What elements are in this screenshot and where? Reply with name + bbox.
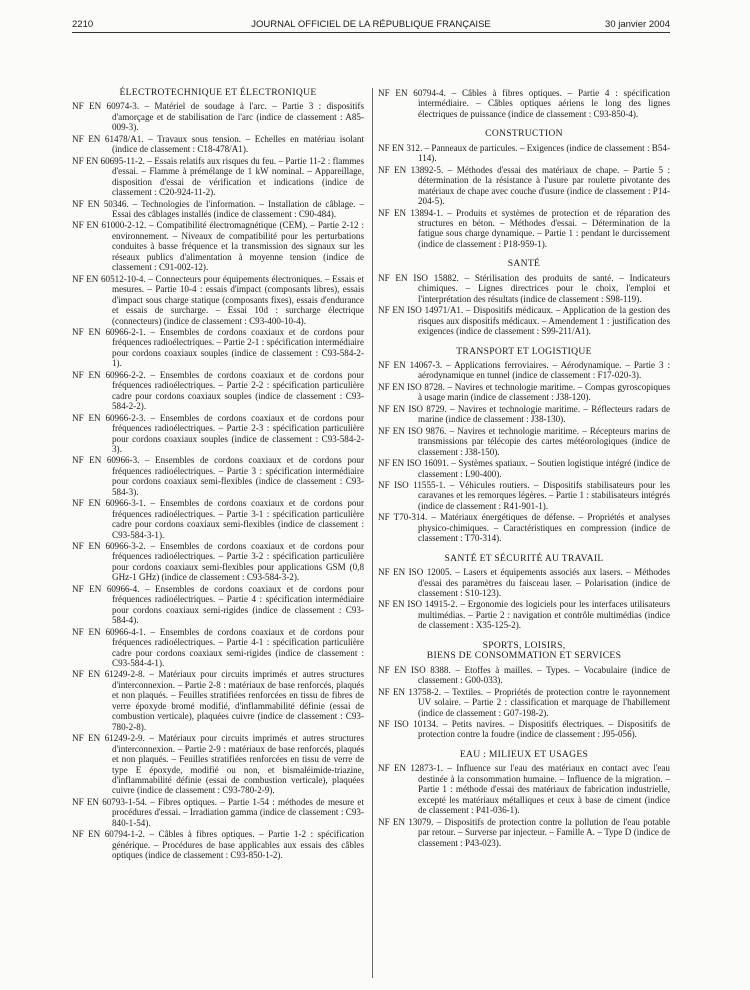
standard-description: – Navires et technologie maritime. – Compas gyroscopiques à usage marin (indice de classement : J38-120). <box>418 381 670 403</box>
standard-description: – Applications ferroviaires. – Aérodynamique. – Partie 3 : aérodynamique en tunnel (indice de classement : F17-020-3). <box>418 359 670 381</box>
standard-entry <box>72 733 364 796</box>
standard-description: – Compatibilité électromagnétique (CEM). – Partie 2-12 : environnement. – Niveaux de compatibilité pour les perturbations conduites à basse fréquence et la transmission des signaux sur les réseaux publics d'alimentation à moyenne tension (indice de classement : C91-002-12). <box>112 220 364 273</box>
standard-reference: NF EN 13892-5. <box>378 164 444 175</box>
standard-description: – Technologies de l'information. – Installation de câblage. – Essai des câblages installés (indice de classement : C90-484). <box>112 198 364 219</box>
standard-reference: NF ISO 11555-1. <box>378 479 446 490</box>
standard-reference: NF EN 60794-4. <box>378 88 446 98</box>
standard-entry <box>378 143 670 164</box>
standard-description: – Ensembles de cordons coaxiaux et de cordons pour fréquences radioélectriques. – Partie 4-1 : spécification particulière cadre pour cordons coaxiaux semi-rigides (indice de classement : C93-584-4-1). <box>112 626 365 669</box>
standard-reference: NF EN 60793-1-54. <box>72 796 147 807</box>
standard-reference: NF ISO 10134. <box>378 719 439 730</box>
standard-entry <box>378 719 670 740</box>
standard-reference: NF EN 50346. <box>72 198 129 209</box>
standard-entry <box>378 817 670 848</box>
standard-entry <box>72 134 364 155</box>
standard-entry <box>72 327 364 369</box>
standard-reference: NF EN 60512-10-4. <box>72 273 146 284</box>
standard-reference: NF EN ISO 8388. <box>378 664 451 675</box>
standard-entry <box>378 665 670 686</box>
header-rule <box>72 32 670 33</box>
standard-description: – Ergonomie des logiciels pour les interfaces utilisateurs multimédias. – Partie 2 : navigation et contrôle multimédias (indice de classement : X35-125-2). <box>418 599 670 631</box>
standard-description: – Ensembles de cordons coaxiaux et de cordons pour fréquences radioélectriques. – Partie 3-1 : spécification particulière cadre pour cordons coaxiaux semi-flexibles (indice de classement : C93-584-3-1). <box>112 498 365 540</box>
column-divider <box>372 88 373 978</box>
page-number: 2210 <box>72 19 94 30</box>
standard-description: – Ensembles de cordons coaxiaux et de cordons pour fréquences radioélectriques. – Partie 4 : spécification intermédiaire pour cordons coaxiaux semi-rigides (indice de classement : C93-584-4). <box>112 583 364 626</box>
standard-entry <box>72 220 364 272</box>
standard-reference: NF EN 13758-2. <box>378 686 442 697</box>
standard-entry <box>378 382 670 403</box>
standard-entry <box>72 541 364 583</box>
section-title-construction: CONSTRUCTION <box>485 128 563 140</box>
standard-description: – Ensembles de cordons coaxiaux et de cordons pour fréquences radioélectriques. – Partie 3 : spécification intermédiaire pour cordons coaxiaux semi-flexibles (indice de classement : C93-584-3). <box>112 455 364 497</box>
standard-entry <box>72 455 364 497</box>
standard-description: – Ensembles de cordons coaxiaux et de cordons pour fréquences radioélectriques. – Partie 2-3 : spécification particulière pour cordons coaxiaux souples (indice de classement : C93-584-2-3). <box>112 412 365 454</box>
standard-description: – Systèmes spatiaux. – Soutien logistique intégré (indice de classement : L90-400). <box>418 458 670 479</box>
standard-description: – Dispositifs médicaux. – Application de la gestion des risques aux dispositifs médicaux. – Amendement 1 : justification des exigences (indice de classement : S99-211/A1). <box>418 305 670 337</box>
standard-reference: NF EN 14067-3. <box>378 359 443 370</box>
standard-reference: NF EN 60966-2-3. <box>72 412 146 423</box>
page-header <box>72 13 670 33</box>
standard-entry <box>72 627 364 669</box>
standard-reference: NF EN ISO 9876. <box>378 425 447 436</box>
right-column <box>378 88 670 849</box>
standard-reference: NF EN 61478/A1. <box>72 133 144 144</box>
standard-entry <box>378 208 670 250</box>
standard-entry <box>72 584 364 626</box>
standard-entry <box>72 156 364 198</box>
standard-description: – Ensembles de cordons coaxiaux et de cordons pour fréquences radioélectriques. – Partie 2-1 : spécification intermédiaire pour cordons coaxiaux souples (indice de classement : C93-584-2-1). <box>112 326 365 369</box>
standard-reference: NF EN ISO 8728. <box>378 381 445 392</box>
standard-reference: NF EN 61249-2-9. <box>72 733 145 744</box>
standard-reference: NF EN 60966-2-2. <box>72 369 146 380</box>
standard-entry <box>378 426 670 457</box>
standard-reference: NF EN 60966-4. <box>72 583 140 594</box>
standard-reference: NF EN ISO 12005. <box>378 567 452 578</box>
standard-description: – Câbles à fibres optiques. – Partie 4 : spécification intermédiaire. – Câbles optiques aériens le long des lignes électriques de puissance (indice de classement : C93-850-4). <box>418 88 670 119</box>
standard-reference: NF EN 60966-3-2. <box>72 541 146 552</box>
standard-reference: NF EN ISO 16091. <box>378 458 449 469</box>
standard-reference: NF EN 312. <box>378 142 423 153</box>
standard-description: – Matériel de soudage à l'arc. – Partie 3 : dispositifs d'amorçage et de stabilisation de l'arc (indice de classement : A85-009-3). <box>112 101 364 133</box>
standard-reference: NF EN 61000-2-12. <box>72 220 147 231</box>
standard-entry <box>72 370 364 412</box>
standard-description: – Etoffes à mailles. – Types. – Vocabulaire (indice de classement : G00-033). <box>418 664 670 686</box>
standard-entry <box>72 101 364 132</box>
standard-entry <box>378 458 670 479</box>
standard-description: – Produits et systèmes de protection et de réparation des structures en béton. – Méthodes d'essai. – Détermination de la fatigue sous charge dynamique. – Partie 1 : pendant le durcissement (indice de classement : P18-959-1). <box>418 207 670 249</box>
standard-description: – Dispositifs de protection contre la pollution de l'eau potable par retour. – Surverse par injecteur. – Famille A. – Type D (indice de classement : P43-023). <box>418 816 670 848</box>
standard-reference: NF EN 13079. <box>378 816 434 827</box>
standard-reference: NF EN ISO 15882. <box>378 272 459 283</box>
standard-description: – Méthodes d'essai des matériaux de chape. – Partie 5 : détermination de la résistance à l'usure par roulette pivotante des matériaux de chape avec couche d'usure (indice de classement : P14-204-5). <box>418 164 670 207</box>
standard-entry <box>378 599 670 630</box>
standard-description: – Stérilisation des produits de santé. – Indicateurs chimiques. – Lignes directrices pour le choix, l'emploi et l'interprétation des résultats (indice de classement : S98-119). <box>418 272 671 304</box>
standard-description: – Matériaux pour circuits imprimés et autres structures d'interconnexion. – Partie 2-8 : matériaux de base renforcés, plaqués et non plaqués. – Feuilles stratifiées renforcées en tissu de fibres de verre époxyde bromé modifié, d'inflammabilité définie (essai de combustion verticale), plaquées cuivre (indice de classement : C93-780-2-8). <box>112 669 365 732</box>
standard-description: – Lasers et équipements associés aux lasers. – Méthodes d'essai des paramètres du faisceau laser. – Polarisation (indice de classement : S10-123). <box>418 567 671 599</box>
standard-reference: NF EN 60794-1-2. <box>72 829 145 840</box>
standard-reference: NF EN ISO 14915-2. <box>378 599 458 610</box>
section-title-transport-et-logistique: TRANSPORT ET LOGISTIQUE <box>456 345 592 357</box>
section-title-sports-loisirs-biens-de-consommation-et-services: SPORTS, LOISIRS, BIENS DE CONSOMMATION ET SERVICES <box>426 639 622 662</box>
standard-reference: NF EN ISO 14971/A1. <box>378 305 464 316</box>
standard-description: – Ensembles de cordons coaxiaux et de cordons pour fréquences radioélectriques. – Partie 2-2 : spécification particulière cadre pour cordons coaxiaux souples (indice de classement : C93-584-2-2). <box>112 369 365 412</box>
standard-entry <box>72 829 364 860</box>
standard-entry <box>378 360 670 381</box>
standard-description: – Fibres optiques. – Partie 1-54 : méthodes de mesure et procédures d'essai. – Irradiation gamma (indice de classement : C93-840-1-54). <box>112 796 364 828</box>
standard-reference: NF EN 60695-11-2. <box>72 155 145 166</box>
standard-description: – Câbles à fibres optiques. – Partie 1-2 : spécification générique. – Procédures de base applicables aux essais des câbles optiques (indice de classement : C93-850-1-2). <box>112 829 364 861</box>
standard-entry <box>378 512 670 543</box>
standard-description: – Véhicules routiers. – Dispositifs stabilisateurs pour les caravanes et les remorques légères. – Partie 1 : stabilisateurs intégrés (indice de classement : R41-901-1). <box>418 479 670 511</box>
standard-entry <box>378 404 670 425</box>
standard-entry <box>378 687 670 718</box>
standard-entry <box>378 305 670 336</box>
standard-entry <box>72 797 364 828</box>
standard-description: – Matériaux énergétiques de défense. – Propriétés et analyses physico-chimiques. – Caractéristiques en compression (indice de classement : T70-314). <box>418 512 670 544</box>
standard-reference: NF EN 60966-3-1. <box>72 498 146 509</box>
standard-description: – Influence sur l'eau des matériaux en contact avec l'eau destinée à la consommation humaine. – Influence de la migration. – Partie 1 : méthode d'essai des matériaux de fabrication industrielle, excepté les matériaux métalliques et ceux à base de ciment (indice de classement : P41-036-1). <box>418 763 670 816</box>
section-title-electrotechnique-et-electronique: ÉLECTROTECHNIQUE ET ÉLECTRONIQUE <box>119 87 317 98</box>
standard-entry <box>378 480 670 511</box>
standard-reference: NF EN 12873-1. <box>378 763 444 774</box>
standard-reference: NF EN 61249-2-8. <box>72 669 145 680</box>
left-column <box>72 88 364 862</box>
standard-reference: NF EN ISO 8729. <box>378 403 447 414</box>
standard-description: – Travaux sous tension. – Echelles en matériau isolant (indice de classement : C18-478/A1). <box>112 133 364 155</box>
issue-date: 30 janvier 2004 <box>605 19 670 30</box>
standard-entry <box>378 88 670 119</box>
section-title-eau-milieux-et-usages: EAU : MILIEUX ET USAGES <box>459 748 589 760</box>
standard-entry <box>72 413 364 455</box>
standard-description: – Ensembles de cordons coaxiaux et de cordons pour fréquences radioélectriques. – Partie 3-2 : spécification particulière pour cordons coaxiaux semi-flexibles pour applications GSM (0,8 GHz-1 GHz) (indice de classement : C93-584-3-2). <box>112 541 365 583</box>
standard-description: – Matériaux pour circuits imprimés et autres structures d'interconnexion. – Partie 2-9 : matériaux de base renforcés, plaqués et non plaqués. – Feuilles stratifiées renforcées en tissu de verre de type E époxyde, modifié ou non, et bismaléimide-triazine, d'inflammabilité définie (essai de combustion verticale), plaquées cuivre (indice de classement : C93-780-2-9). <box>112 733 365 796</box>
standard-description: – Navires et technologie maritime. – Réflecteurs radars de marine (indice de classement : J38-130). <box>418 403 670 425</box>
standard-entry <box>72 199 364 220</box>
standard-description: – Panneaux de particules. – Exigences (indice de classement : B54-114). <box>418 142 670 164</box>
standard-description: – Connecteurs pour équipements électroniques. – Essais et mesures. – Partie 10-4 : essais d'impact (composants libres), essais d'impact sous charge statique (composants fixes), essais d'endurance et essais de surcharge. – Essai 10d : surcharge électrique (connecteurs) (indice de classement : C93-400-10-4). <box>112 273 364 326</box>
standard-reference: NF EN 13894-1. <box>378 207 443 218</box>
standard-entry <box>72 498 364 540</box>
standard-reference: NF EN 60974-3. <box>72 101 140 112</box>
standard-description: – Essais relatifs aux risques du feu. – Partie 11-2 : flammes d'essai. – Flamme à prémélange de 1 kW nominal. – Appareillage, disposition d'essai de vérification et indications (indice de classement : C20-924-11-2). <box>112 155 364 198</box>
standard-description: – Textiles. – Propriétés de protection contre le rayonnement UV solaire. – Partie 2 : classification et marquage de l'habillement (indice de classement : G07-198-2). <box>418 686 670 718</box>
journal-title: JOURNAL OFFICIEL DE LA RÉPUBLIQUE FRANÇAISE <box>251 19 491 30</box>
section-title-sante-et-securite-au-travail: SANTÉ ET SÉCURITÉ AU TRAVAIL <box>444 552 604 564</box>
standard-reference: NF EN 60966-3. <box>72 455 140 466</box>
standard-reference: NF EN 60966-4-1. <box>72 626 146 637</box>
standard-entry <box>378 165 670 207</box>
standard-description: – Navires et technologie maritime. – Récepteurs marins de transmissions par télécopie des cartes météorologiques (indice de classement : J38-150). <box>418 425 670 457</box>
standard-entry <box>378 273 670 304</box>
standard-entry <box>378 763 670 815</box>
standard-entry <box>72 274 364 326</box>
standard-entry <box>378 567 670 598</box>
standard-description: – Petits navires. – Dispositifs électriques. – Dispositifs de protection contre la foudre (indice de classement : J95-056). <box>418 719 670 740</box>
section-title-sante: SANTÉ <box>507 258 541 270</box>
standard-reference: NF T70-314. <box>378 512 428 523</box>
standard-reference: NF EN 60966-2-1. <box>72 326 146 337</box>
standard-entry <box>72 669 364 732</box>
